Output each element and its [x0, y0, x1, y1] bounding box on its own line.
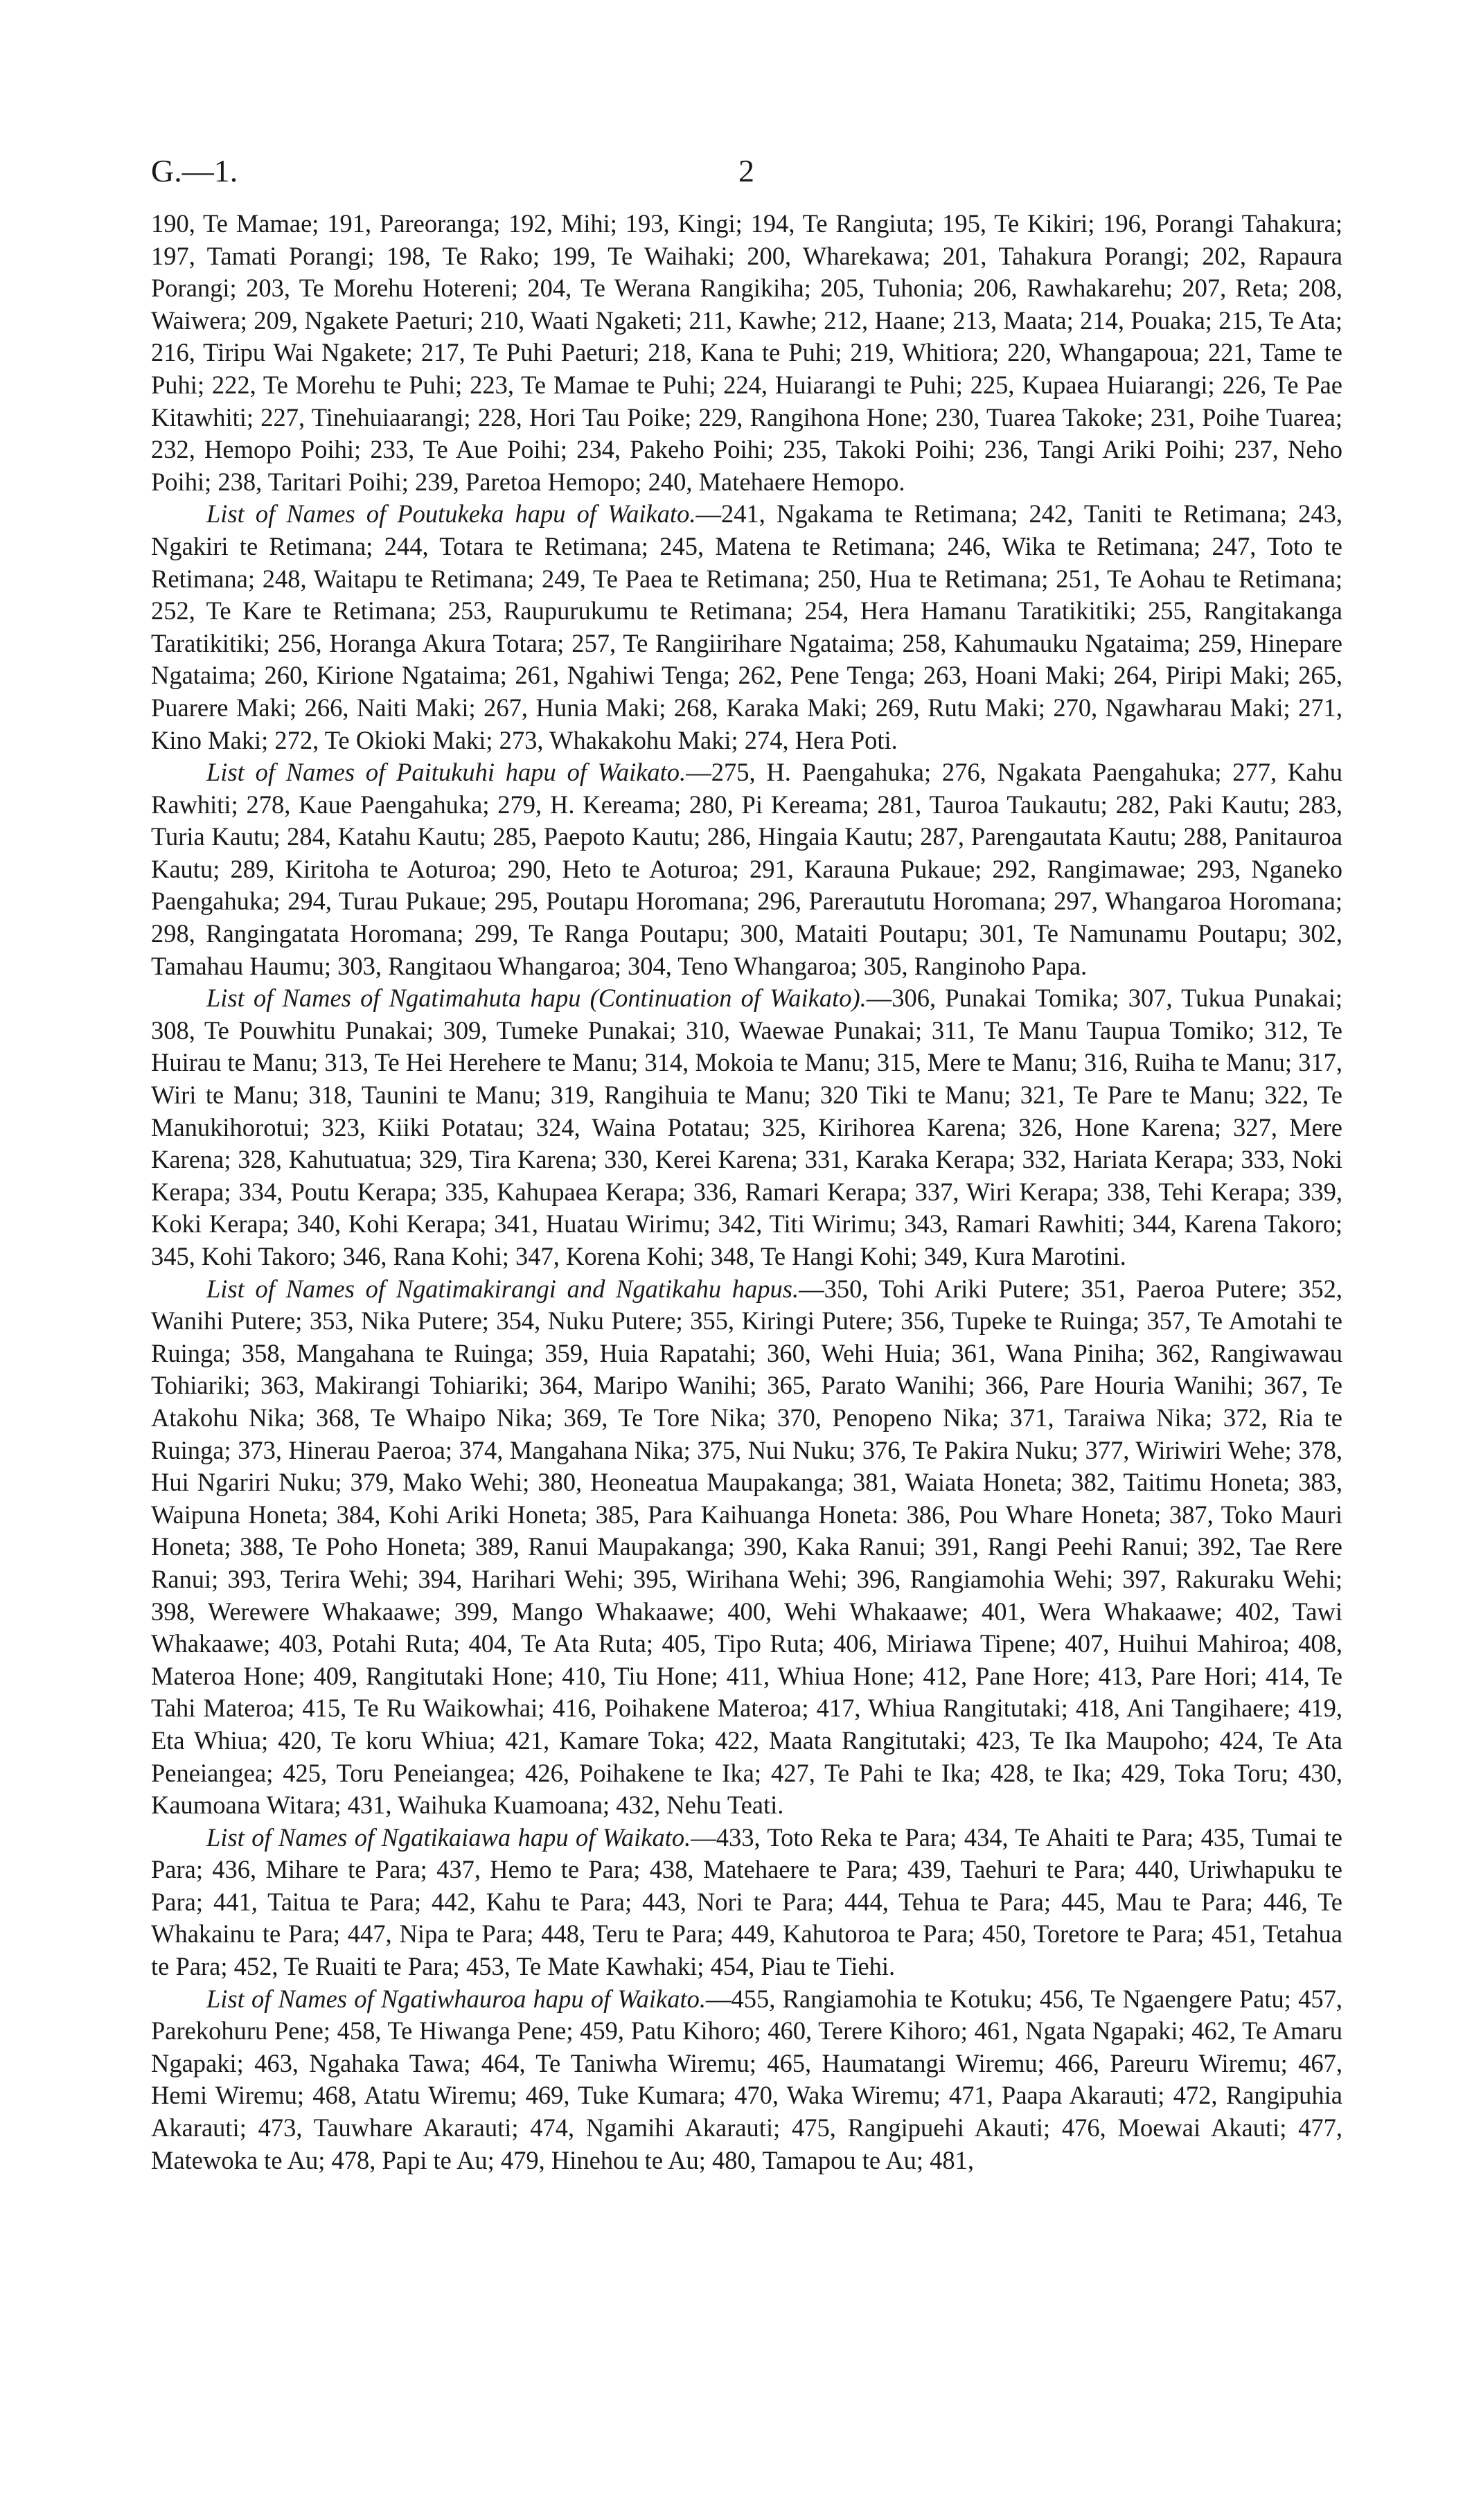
- document-reference: G.—1.: [151, 153, 238, 188]
- paragraph-text: —350, Tohi Ariki Putere; 351, Paeroa Putere; 352, Wanihi Putere; 353, Nika Putere; 354, Nuku Putere; 355, Kiringi Putere; 356, Tupeke te Ruinga; 357, Te Amotahi te Ruinga; 358, Mangahana te Ruinga; 359, Huia Rapatahi; 360, Wehi Huia; 361, Wana Piniha; 362, Rangiwawau Tohiariki; 363, Makirangi Tohiariki; 364, Maripo Wanihi; 365, Parato Wanihi; 366, Pare Houria Wanihi; 367, Te Atakohu Nika; 368, Te Whaipo Nika; 369, Te Tore Nika; 370, Penopeno Nika; 371, Taraiwa Nika; 372, Ria te Ruinga; 373, Hinerau Paeroa; 374, Mangahana Nika; 375, Nui Nuku; 376, Te Pakira Nuku; 377, Wiriwiri Wehe; 378, Hui Ngariri Nuku; 379, Mako Wehi; 380, Heoneatua Maupakanga; 381, Waiata Honeta; 382, Taitimu Honeta; 383, Waipuna Honeta; 384, Kohi Ariki Honeta; 385, Para Kaihuanga Honeta: 386, Pou Whare Honeta; 387, Toko Mauri Honeta; 388, Te Poho Honeta; 389, Ranui Maupakanga; 390, Kaka Ranui; 391, Rangi Peehi Ranui; 392, Tae Rere Ranui; 393, Terira Wehi; 394, Harihari Wehi; 395, Wirihana Wehi; 396, Rangiamohia Wehi; 397, Rakuraku Wehi; 398, Werewere Whakaawe; 399, Mango Whakaawe; 400, Wehi Whakaawe; 401, Wera Whakaawe; 402, Tawi Whakaawe; 403, Potahi Ruta; 404, Te Ata Ruta; 405, Tipo Ruta; 406, Miriawa Tipene; 407, Huihui Mahiroa; 408, Materoa Hone; 409, Rangitutaki Hone; 410, Tiu Hone; 411, Whiua Hone; 412, Pane Hore; 413, Pare Hori; 414, Te Tahi Materoa; 415, Te Ru Waikowhai; 416, Poihakene Materoa; 417, Whiua Rangitutaki; 418, Ani Tangihaere; 419, Eta Whiua; 420, Te koru Whiua; 421, Kamare Toka; 422, Maata Rangitutaki; 423, Te Ika Maupoho; 424, Te Ata Peneiangea; 425, Toru Peneiangea; 426, Poihakene te Ika; 427, Te Pahi te Ika; 428, te Ika; 429, Toka Toru; 430, Kaumoana Witara; 431, Waihuka Kuamoana; 432, Nehu Teati.: [151, 1274, 1342, 1820]
- section-heading: List of Names of Ngatiwhauroa hapu of Waikato.: [206, 1984, 706, 2013]
- section-heading: List of Names of Ngatimakirangi and Ngatikahu hapus.: [206, 1274, 799, 1303]
- paragraph-poutukeka: [151, 498, 1342, 756]
- paragraph-text: —241, Ngakama te Retimana; 242, Taniti te Retimana; 243, Ngakiri te Retimana; 244, Totara te Retimana; 245, Matena te Retimana; 246, Wika te Retimana; 247, Toto te Retimana; 248, Waitapu te Retimana; 249, Te Paea te Retimana; 250, Hua te Retimana; 251, Te Aohau te Retimana; 252, Te Kare te Retimana; 253, Raupurukumu te Retimana; 254, Hera Hamanu Taratikitiki; 255, Rangitakanga Taratikitiki; 256, Horanga Akura Totara; 257, Te Rangiirihare Ngataima; 258, Kahumauku Ngataima; 259, Hinepare Ngataima; 260, Kirione Ngataima; 261, Ngahiwi Tenga; 262, Pene Tenga; 263, Hoani Maki; 264, Piripi Maki; 265, Puarere Maki; 266, Naiti Maki; 267, Hunia Maki; 268, Karaka Maki; 269, Rutu Maki; 270, Ngawharau Maki; 271, Kino Maki; 272, Te Okioki Maki; 273, Whakakohu Maki; 274, Hera Poti.: [151, 499, 1342, 754]
- page-number: 2: [738, 153, 754, 188]
- paragraph-ngatikaiawa: [151, 1822, 1342, 1983]
- page-header: [151, 132, 1342, 208]
- paragraph-ngatiwhauroa: [151, 1983, 1342, 2177]
- section-heading: List of Names of Paitukuhi hapu of Waikato.: [206, 758, 686, 787]
- section-heading: List of Names of Ngatimahuta hapu (Continuation of Waikato).: [206, 984, 867, 1013]
- section-heading: List of Names of Poutukeka hapu of Waikato.: [206, 499, 696, 529]
- paragraph-text: 190, Te Mamae; 191, Pareoranga; 192, Mihi; 193, Kingi; 194, Te Rangiuta; 195, Te Kikiri; 196, Porangi Tahakura; 197, Tamati Porangi; 198, Te Rako; 199, Te Waihaki; 200, Wharekawa; 201, Tahakura Porangi; 202, Rapaura Porangi; 203, Te Morehu Hotereni; 204, Te Werana Rangikiha; 205, Tuhonia; 206, Rawhakarehu; 207, Reta; 208, Waiwera; 209, Ngakete Paeturi; 210, Waati Ngaketi; 211, Kawhe; 212, Haane; 213, Maata; 214, Pouaka; 215, Te Ata; 216, Tiripu Wai Ngakete; 217, Te Puhi Paeturi; 218, Kana te Puhi; 219, Whitiora; 220, Whangapoua; 221, Tame te Puhi; 222, Te Morehu te Puhi; 223, Te Mamae te Puhi; 224, Huiarangi te Puhi; 225, Kupaea Huiarangi; 226, Te Pae Kitawhiti; 227, Tinehuiaarangi; 228, Hori Tau Poike; 229, Rangihona Hone; 230, Tuarea Takoke; 231, Poihe Tuarea; 232, Hemopo Poihi; 233, Te Aue Poihi; 234, Pakeho Poihi; 235, Takoki Poihi; 236, Tangi Ariki Poihi; 237, Neho Poihi; 238, Taritari Poihi; 239, Paretoa Hemopo; 240, Matehaere Hemopo.: [151, 209, 1342, 496]
- document-body: [151, 208, 1342, 2176]
- paragraph-text: —275, H. Paengahuka; 276, Ngakata Paengahuka; 277, Kahu Rawhiti; 278, Kaue Paengahuka; 279, H. Kereama; 280, Pi Kereama; 281, Tauroa Taukautu; 282, Paki Kautu; 283, Turia Kautu; 284, Katahu Kautu; 285, Paepoto Kautu; 286, Hingaia Kautu; 287, Parengautata Kautu; 288, Panitauroa Kautu; 289, Kiritoha te Aoturoa; 290, Heto te Aoturoa; 291, Karauna Pukaue; 292, Rangimawae; 293, Nganeko Paengahuka; 294, Turau Pukaue; 295, Poutapu Horomana; 296, Pareraututu Horomana; 297, Whangaroa Horomana; 298, Rangingatata Horomana; 299, Te Ranga Poutapu; 300, Mataiti Poutapu; 301, Te Namunamu Poutapu; 302, Tamahau Haumu; 303, Rangitaou Whangaroa; 304, Teno Whangaroa; 305, Ranginoho Papa.: [151, 758, 1342, 980]
- paragraph-text: —306, Punakai Tomika; 307, Tukua Punakai; 308, Te Pouwhitu Punakai; 309, Tumeke Punakai; 310, Waewae Punakai; 311, Te Manu Taupua Tomiko; 312, Te Huirau te Manu; 313, Te Hei Herehere te Manu; 314, Mokoia te Manu; 315, Mere te Manu; 316, Ruiha te Manu; 317, Wiri te Manu; 318, Taunini te Manu; 319, Rangihuia te Manu; 320 Tiki te Manu; 321, Te Pare te Manu; 322, Te Manukihorotui; 323, Kiiki Potatau; 324, Waina Potatau; 325, Kirihorea Karena; 326, Hone Karena; 327, Mere Karena; 328, Kahutuatua; 329, Tira Karena; 330, Kerei Karena; 331, Karaka Kerapa; 332, Hariata Kerapa; 333, Noki Kerapa; 334, Poutu Kerapa; 335, Kahupaea Kerapa; 336, Ramari Kerapa; 337, Wiri Kerapa; 338, Tehi Kerapa; 339, Koki Kerapa; 340, Kohi Kerapa; 341, Huatau Wirimu; 342, Titi Wirimu; 343, Ramari Rawhiti; 344, Karena Takoro; 345, Kohi Takoro; 346, Rana Kohi; 347, Korena Kohi; 348, Te Hangi Kohi; 349, Kura Marotini.: [151, 984, 1342, 1270]
- paragraph-paitukuhi: [151, 756, 1342, 982]
- section-heading: List of Names of Ngatikaiawa hapu of Waikato.: [206, 1822, 691, 1852]
- paragraph-text: —455, Rangiamohia te Kotuku; 456, Te Ngaengere Patu; 457, Parekohuru Pene; 458, Te Hiwanga Pene; 459, Patu Kihoro; 460, Terere Kihoro; 461, Ngata Ngapaki; 462, Te Amaru Ngapaki; 463, Ngahaka Tawa; 464, Te Taniwha Wiremu; 465, Haumatangi Wiremu; 466, Pareuru Wiremu; 467, Hemi Wiremu; 468, Atatu Wiremu; 469, Tuke Kumara; 470, Waka Wiremu; 471, Paapa Akarauti; 472, Rangipuhia Akarauti; 473, Tauwhare Akarauti; 474, Ngamihi Akarauti; 475, Rangipuehi Akauti; 476, Moewai Akauti; 477, Matewoka te Au; 478, Papi te Au; 479, Hinehou te Au; 480, Tamapou te Au; 481,: [151, 1984, 1342, 2174]
- paragraph-ngatimahuta: [151, 982, 1342, 1272]
- paragraph-text: —433, Toto Reka te Para; 434, Te Ahaiti te Para; 435, Tumai te Para; 436, Mihare te Para; 437, Hemo te Para; 438, Matehaere te Para; 439, Taehuri te Para; 440, Uriwhapuku te Para; 441, Taitua te Para; 442, Kahu te Para; 443, Nori te Para; 444, Tehua te Para; 445, Mau te Para; 446, Te Whakainu te Para; 447, Nipa te Para; 448, Teru te Para; 449, Kahutoroa te Para; 450, Toretore te Para; 451, Tetahua te Para; 452, Te Ruaiti te Para; 453, Te Mate Kawhaki; 454, Piau te Tiehi.: [151, 1822, 1342, 1981]
- paragraph-poihi-list: [151, 208, 1342, 498]
- paragraph-ngatimakirangi: [151, 1273, 1342, 1822]
